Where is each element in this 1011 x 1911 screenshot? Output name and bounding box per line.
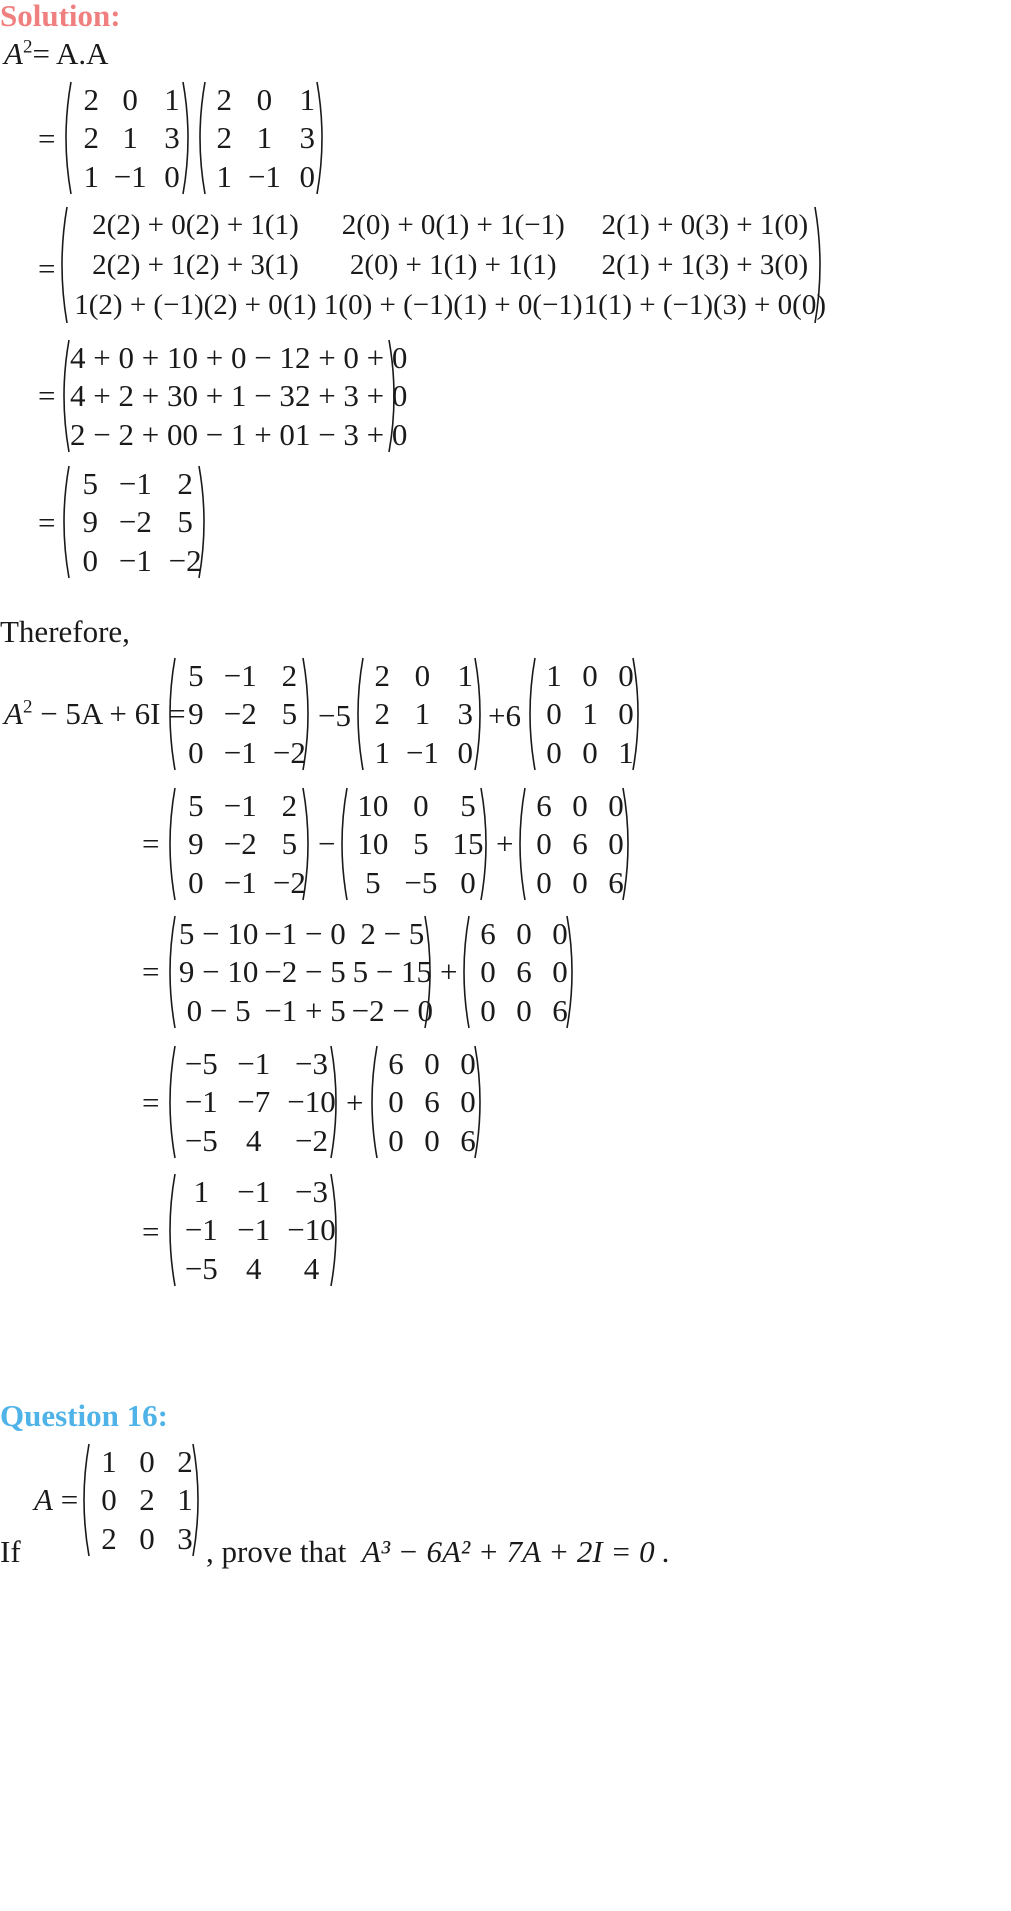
equals-sign: = xyxy=(142,826,160,861)
matrix-cell: −2 xyxy=(118,504,152,540)
matrix-cell: 0 xyxy=(480,993,496,1029)
matrix-cell: 0 xyxy=(139,1443,155,1479)
matrix-identity xyxy=(524,656,644,772)
matrix-cell: 0 xyxy=(536,865,552,901)
matrix-cell: 0 xyxy=(536,826,552,862)
matrix-a-left xyxy=(60,80,194,196)
matrix-cell: 0 + 0 − 1 xyxy=(182,339,295,375)
matrix-cell: 4 + 2 + 3 xyxy=(70,378,183,414)
matrix-cell: 0 xyxy=(460,1045,476,1081)
plus-sign: + xyxy=(496,826,514,861)
matrix-six-i xyxy=(514,786,634,902)
equals-sign: = xyxy=(142,1214,160,1249)
matrix-cell: −7 xyxy=(237,1084,271,1120)
matrix-differences xyxy=(164,914,436,1030)
matrix-cell: 0 xyxy=(122,81,138,117)
matrix-cell: −2 xyxy=(223,696,257,732)
matrix-cell: 0 xyxy=(460,1084,476,1120)
if-text: If xyxy=(0,1534,21,1569)
matrix-cell: −10 xyxy=(287,1084,336,1120)
matrix-a xyxy=(352,656,486,772)
matrix-cell: 3 xyxy=(457,696,473,732)
matrix-combined xyxy=(164,1044,342,1160)
equals-sign: = xyxy=(142,954,160,989)
matrix-cell: 0 xyxy=(480,954,496,990)
matrix-cell: 0 + 1 − 3 xyxy=(182,378,295,414)
matrix-five-a xyxy=(336,786,492,902)
matrix-cell: 0 xyxy=(552,954,568,990)
plus-sign: + xyxy=(440,954,458,989)
matrix-cell: 0 xyxy=(424,1123,440,1159)
matrix-cell: 2(2) + 0(2) + 1(1) xyxy=(92,208,299,241)
matrix-cell: 0 xyxy=(139,1521,155,1557)
matrix-cell: 0 xyxy=(552,915,568,951)
matrix-cell: 1(1) + (−1)(3) + 0(0) xyxy=(583,288,826,321)
matrix-cell: 9 xyxy=(188,826,204,862)
equals-sign: = xyxy=(38,121,56,156)
matrix-cell: 2 xyxy=(216,120,232,156)
matrix-cell: 2(0) + 1(1) + 1(1) xyxy=(349,248,557,281)
matrix-cell: 2 xyxy=(177,1443,193,1479)
matrix-cell: 1 xyxy=(193,1173,210,1209)
matrix-cell: 0 xyxy=(388,1084,404,1120)
matrix-cell: 6 xyxy=(388,1045,404,1081)
matrix-cell: 1 xyxy=(299,81,315,117)
matrix-cell: 1 xyxy=(164,81,180,117)
matrix-cell: −1 xyxy=(184,1212,218,1248)
matrix-cell: 6 xyxy=(572,826,588,862)
matrix-cell: 15 xyxy=(452,826,484,862)
matrix-cell: −1 xyxy=(118,465,152,501)
matrix-cell: 9 xyxy=(188,696,204,732)
matrix-cell: 2(1) + 1(3) + 3(0) xyxy=(601,248,809,281)
matrix-a-squared-3 xyxy=(164,786,314,902)
matrix-cell: 2(2) + 1(2) + 3(1) xyxy=(92,248,299,281)
matrix-cell: 6 xyxy=(460,1123,476,1159)
expression-lhs: $A^2 - 5A + 6I$ = xyxy=(4,696,186,731)
matrix-cell: 1 xyxy=(177,1482,193,1518)
matrix-cell: −1 xyxy=(237,1173,271,1209)
matrix-cell: −2 − 5 xyxy=(264,954,346,990)
matrix-cell: 5 xyxy=(281,696,298,732)
matrix-cell: 2 xyxy=(374,657,390,693)
equals-sign: = xyxy=(38,251,56,286)
solution-heading: Solution: xyxy=(0,0,121,33)
equals-sign: = xyxy=(38,505,56,540)
matrix-cell: 0 xyxy=(188,865,204,901)
matrix-cell: 1 xyxy=(256,120,273,156)
matrix-cell: 0 xyxy=(516,993,532,1029)
matrix-cell: −1 xyxy=(113,159,147,195)
matrix-cell: 0 xyxy=(299,159,315,195)
matrix-cell: −1 xyxy=(223,657,257,693)
matrix-cell: −3 xyxy=(294,1173,328,1209)
matrix-cell: 5 xyxy=(413,826,429,862)
matrix-q16-a xyxy=(78,1442,204,1558)
prove-expression: A³ − 6A² + 7A + 2I = 0 . xyxy=(361,1534,671,1569)
matrix-cell: 2 + 0 + 0 xyxy=(294,339,408,375)
matrix-cell: 1 xyxy=(582,696,598,732)
matrix-cell: 0 xyxy=(582,735,598,771)
matrix-cell: 0 xyxy=(608,787,624,823)
matrix-cell: −1 xyxy=(247,159,281,195)
matrix-cell: 2 xyxy=(281,787,298,823)
prove-statement: , prove that A³ − 6A² + 7A + 2I = 0 . xyxy=(206,1534,671,1569)
matrix-cell: −1 xyxy=(223,787,257,823)
matrix-cell: 2 xyxy=(281,657,298,693)
matrix-cell: 10 xyxy=(357,826,389,862)
matrix-cell: 0 xyxy=(618,657,634,693)
matrix-cell: −1 xyxy=(118,543,152,579)
matrix-cell: 0 xyxy=(457,735,473,771)
matrix-cell: 0 xyxy=(608,826,624,862)
matrix-cell: 1 xyxy=(618,735,634,771)
matrix-a-right xyxy=(194,80,328,196)
matrix-cell: 0 xyxy=(256,81,273,117)
coefficient-minus-five: −5 xyxy=(318,698,351,733)
matrix-cell: 5 xyxy=(460,787,476,823)
matrix-cell: 2 xyxy=(83,81,99,117)
matrix-a-squared xyxy=(58,464,210,580)
matrix-cell: 0 xyxy=(82,543,99,579)
matrix-cell: 6 xyxy=(552,993,568,1029)
matrix-cell: −2 xyxy=(272,865,306,901)
matrix-cell: −2 xyxy=(168,543,202,579)
matrix-cell: 2(1) + 0(3) + 1(0) xyxy=(601,208,809,241)
matrix-cell: 6 xyxy=(536,787,552,823)
matrix-cell: 2 xyxy=(83,120,99,156)
matrix-cell: 1 xyxy=(374,735,390,771)
matrix-cell: −5 xyxy=(404,865,438,901)
matrix-cell: 1(0) + (−1)(1) + 0(−1) xyxy=(323,288,583,321)
minus-sign: − xyxy=(318,826,336,861)
matrix-cell: 6 xyxy=(480,915,496,951)
matrix-cell: 0 − 5 xyxy=(186,993,251,1029)
matrix-cell: 0 xyxy=(572,787,588,823)
matrix-cell: 3 xyxy=(177,1521,193,1557)
matrix-cell: −1 xyxy=(237,1045,271,1081)
matrix-cell: −2 xyxy=(223,826,257,862)
matrix-cell: 0 xyxy=(546,696,562,732)
matrix-cell: 9 − 10 xyxy=(178,954,259,990)
matrix-cell: 1 xyxy=(83,159,99,195)
matrix-cell: 2 xyxy=(139,1482,155,1518)
matrix-cell: 6 xyxy=(516,954,532,990)
matrix-cell: 5 xyxy=(188,787,204,823)
matrix-cell: 0 xyxy=(460,865,476,901)
question-heading: Question 16: xyxy=(0,1398,168,1433)
matrix-cell: 4 + 0 + 1 xyxy=(70,339,183,375)
matrix-cell: 0 xyxy=(572,865,588,901)
matrix-cell: 6 xyxy=(608,865,624,901)
matrix-cell: 1 xyxy=(122,120,138,156)
matrix-cell: 0 xyxy=(164,159,180,195)
matrix-cell: −5 xyxy=(184,1045,218,1081)
matrix-cell: −1 xyxy=(405,735,439,771)
matrix-cell: 4 xyxy=(246,1123,262,1159)
matrix-cell: 5 xyxy=(82,465,99,501)
therefore-text: Therefore, xyxy=(0,614,130,649)
matrix-cell: −1 xyxy=(184,1084,218,1120)
matrix-cell: −1 + 5 xyxy=(264,993,346,1029)
matrix-cell: −5 xyxy=(184,1251,218,1287)
matrix-cell: 1 xyxy=(101,1443,117,1479)
matrix-cell: 2 xyxy=(374,696,390,732)
plus-sign: + xyxy=(346,1085,364,1120)
matrix-cell: 0 xyxy=(618,696,634,732)
matrix-cell: −1 − 0 xyxy=(264,915,346,951)
matrix-cell: 0 xyxy=(101,1482,117,1518)
matrix-cell: −2 xyxy=(272,735,306,771)
matrix-cell: 3 xyxy=(164,120,180,156)
matrix-cell: 1 xyxy=(457,657,473,693)
matrix-cell: 0 xyxy=(546,735,562,771)
matrix-cell: −10 xyxy=(287,1212,336,1248)
matrix-cell: 10 xyxy=(357,787,389,823)
matrix-cell: 1 xyxy=(546,657,562,693)
matrix-cell: 1 xyxy=(216,159,232,195)
matrix-cell: 0 xyxy=(424,1045,440,1081)
matrix-cell: −2 − 0 xyxy=(351,993,434,1029)
matrix-cell: 3 xyxy=(299,120,315,156)
matrix-cell: 5 xyxy=(188,657,204,693)
matrix-cell: −2 xyxy=(294,1123,328,1159)
matrix-cell: 0 xyxy=(388,1123,404,1159)
matrix-six-i-3 xyxy=(366,1044,486,1160)
matrix-cell: 4 xyxy=(246,1251,262,1287)
matrix-cell: 0 xyxy=(414,657,431,693)
matrix-cell: 2 xyxy=(216,81,232,117)
matrix-cell: 5 − 10 xyxy=(178,915,259,951)
matrix-cell: 4 xyxy=(303,1251,320,1287)
matrix-cell: 2 xyxy=(101,1521,117,1557)
matrix-cell: 1(2) + (−1)(2) + 0(1) xyxy=(74,288,317,321)
matrix-cell: 0 xyxy=(582,657,598,693)
matrix-cell: 2 − 2 + 0 xyxy=(70,417,183,453)
matrix-cell: 2 − 5 xyxy=(360,915,425,951)
matrix-cell: 0 − 1 + 0 xyxy=(182,417,295,453)
a-squared-definition: $A^2= A.A$ xyxy=(4,36,109,71)
matrix-cell: −1 xyxy=(223,865,257,901)
coefficient-plus-six: +6 xyxy=(488,698,521,733)
matrix-cell: −1 xyxy=(223,735,257,771)
matrix-cell: −3 xyxy=(294,1045,328,1081)
matrix-cell: −1 xyxy=(237,1212,271,1248)
matrix-products-expanded xyxy=(56,205,826,325)
matrix-cell: 5 − 15 xyxy=(352,954,433,990)
matrix-cell: −5 xyxy=(184,1123,218,1159)
equals-sign: = xyxy=(38,378,56,413)
matrix-cell: 1 xyxy=(414,696,431,732)
matrix-cell: 6 xyxy=(424,1084,440,1120)
matrix-cell: 5 xyxy=(365,865,381,901)
matrix-cell: 2 + 3 + 0 xyxy=(294,378,408,414)
matrix-cell: 1 − 3 + 0 xyxy=(294,417,408,453)
matrix-cell: 2(0) + 0(1) + 1(−1) xyxy=(341,208,565,241)
matrix-final-result xyxy=(164,1172,342,1288)
matrix-six-i-2 xyxy=(458,914,578,1030)
a-equals-label: A = xyxy=(34,1482,79,1517)
matrix-cell: 5 xyxy=(177,504,193,540)
matrix-cell: 5 xyxy=(281,826,298,862)
matrix-sums xyxy=(58,338,408,454)
matrix-cell: 0 xyxy=(188,735,204,771)
matrix-cell: 0 xyxy=(413,787,429,823)
matrix-cell: 0 xyxy=(516,915,532,951)
matrix-a-squared-2 xyxy=(164,656,314,772)
matrix-cell: 9 xyxy=(82,504,99,540)
equals-sign: = xyxy=(142,1085,160,1120)
matrix-cell: 2 xyxy=(177,465,193,501)
